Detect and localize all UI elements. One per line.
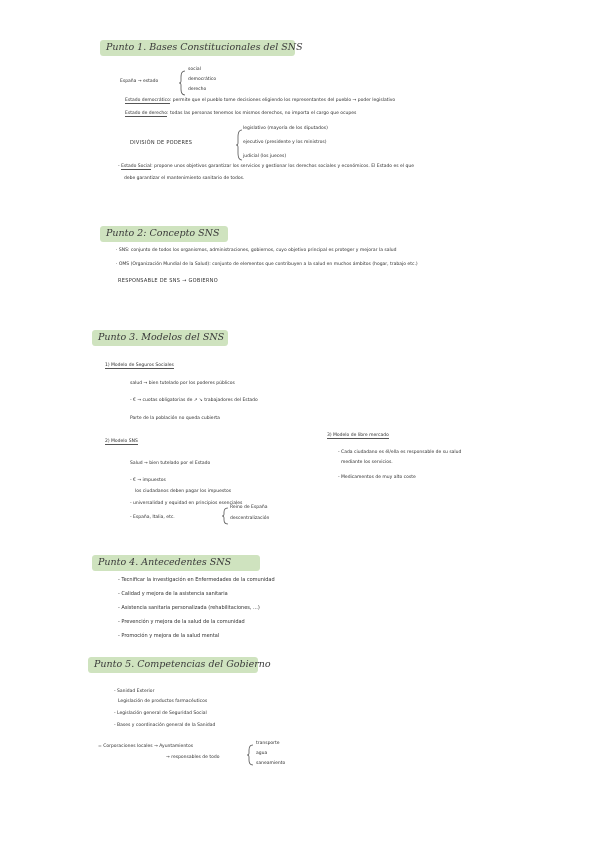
oms-definition: · OMS (Organización Mundial de la Salud): conjunto de elementos que contribuyen a la salud en muchos ámbitos (hogar, trabajo etc.) — [116, 262, 418, 267]
brace-icon — [179, 70, 187, 96]
competencia-item: - Legislación general de Seguridad Social — [114, 711, 207, 716]
modelo-1-line: salud → bien tutelado por los poderes públicos — [130, 381, 235, 386]
antecedente-item: - Tecnificar la investigación en Enfermedades de la comunidad — [118, 577, 275, 583]
modelo-2-option: Reino de España — [230, 505, 268, 510]
corporaciones-sub: → responsables de todo — [166, 755, 220, 760]
section-2-header: Punto 2: Concepto SNS — [100, 226, 228, 242]
estado-derecho-line — [125, 111, 356, 116]
modelo-2-option: descentralización — [230, 516, 270, 521]
corporaciones-option: agua — [256, 751, 268, 756]
estado-democratico-line — [125, 98, 395, 103]
modelo-1-line: Parte de la población no queda cubierta — [130, 416, 220, 421]
modelo-2-line: - € → impuestos — [130, 478, 166, 483]
corporaciones-option: saneamiento — [256, 761, 286, 766]
espana-line: España → estado — [120, 79, 159, 84]
estado-derecho-text: : todas las personas tenemos los mismos derechos, no importa el cargo que ocupes — [167, 111, 357, 116]
modelo-3-line: - Cada ciudadano es él/ella es responsable de su salud — [338, 450, 462, 455]
antecedente-item: - Prevención y mejora de la salud de la comunidad — [118, 619, 245, 625]
modelo-2-title: 2) Modelo SNS — [105, 439, 138, 444]
estado-social-line: - Estado Social: propone unos objetivos garantizar los servicios y gestionar los derechos sociales y económicos. El Estado es el que — [118, 164, 414, 169]
competencia-item: Legislación de productos farmacéuticos — [118, 699, 208, 704]
modelo-3-title: 3) Modelo de libre mercado — [327, 433, 389, 438]
estado-derecho-label: Estado de derecho — [125, 111, 168, 116]
section-3-header: Punto 3. Modelos del SNS — [92, 330, 228, 346]
section-1-header: Punto 1. Bases Constitucionales del SNS — [100, 40, 295, 56]
brace-icon — [247, 744, 255, 766]
brace-icon — [222, 507, 230, 525]
modelo-1-title: 1) Modelo de Seguros Sociales — [105, 363, 174, 368]
poder-item: legislativo (mayoría de los diputados) — [243, 126, 328, 131]
estado-democratico-label: Estado democrático — [125, 98, 170, 103]
corporaciones-option: transporte — [256, 741, 280, 746]
modelo-2-line: - universalidad y equidad en principios esenciales — [130, 501, 243, 506]
espana-option: derecho — [188, 87, 207, 92]
estado-democratico-text: : permite que el pueblo tome decisiones eligiendo los representantes del pueblo → poder legislativo — [169, 98, 396, 103]
responsable-line: RESPONSABLE DE SNS → GOBIERNO — [118, 278, 218, 284]
corporaciones-line: = Corporaciones locales → Ayuntamientos — [98, 744, 194, 749]
estado-social-label: Estado Social — [121, 164, 152, 169]
modelo-2-line: Salud → bien tutelado por el Estado — [130, 461, 211, 466]
espana-option: social — [188, 67, 201, 72]
antecedente-item: - Asistencia sanitaria personalizada (rehabilitaciones, ...) — [118, 605, 260, 611]
espana-option: democrático — [188, 77, 217, 82]
section-5-header: Punto 5. Competencias del Gobierno — [88, 657, 258, 673]
estado-social-line-2: debe garantizar el mantenimiento sanitario de todos. — [124, 176, 245, 181]
antecedente-item: - Calidad y mejora de la asistencia sanitaria — [118, 591, 228, 597]
poder-item: judicial (los jueces) — [243, 154, 287, 159]
modelo-3-line: - Medicamentos de muy alto coste — [338, 475, 416, 480]
antecedente-item: - Promoción y mejora de la salud mental — [118, 633, 220, 639]
section-4-header: Punto 4. Antecedentes SNS — [92, 555, 260, 571]
poder-item: ejecutivo (presidente y los ministros) — [243, 140, 327, 145]
modelo-3-line: mediante los servicios. — [341, 460, 393, 465]
modelo-2-line: - España, Italia, etc. — [130, 515, 175, 520]
division-poderes: DIVISIÓN DE PODERES — [130, 140, 193, 146]
competencia-item: - Bases y coordinación general de la Sanidad — [114, 723, 216, 728]
sns-definition: · SNS: conjunto de todos los organismos, administraciones, gobiernos, cuyo objetivo principal es proteger y mejorar la salud — [116, 248, 397, 253]
competencia-item: - Sanidad Exterior — [114, 689, 155, 694]
estado-social-text: : propone unos objetivos garantizar los servicios y gestionar los derechos sociales y económicos. El Estado es el que — [151, 164, 414, 169]
modelo-1-line: - € → cuotas obligatorias de ↗ ↘ trabajadores del Estado — [130, 398, 258, 403]
modelo-2-line: los ciudadanos deben pagar los impuestos — [135, 489, 232, 494]
